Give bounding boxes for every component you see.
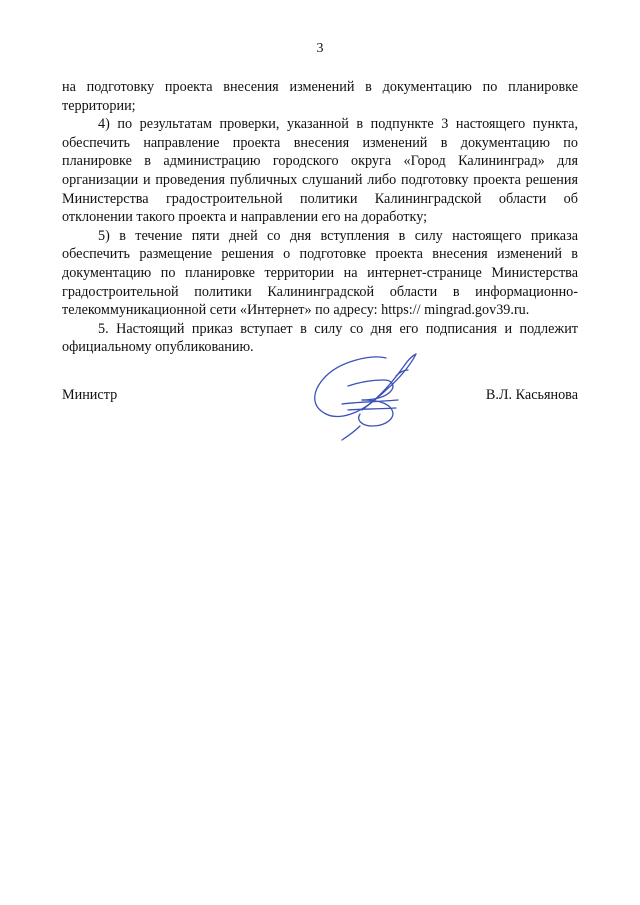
paragraph-point-5: 5. Настоящий приказ вступает в силу со дня его подписания и подлежит официальному опубликованию. [62, 320, 578, 356]
signer-name: В.Л. Касьянова [485, 387, 578, 403]
page-number: 3 [316, 41, 324, 56]
signer-title: Министр [62, 387, 118, 403]
handwritten-signature [300, 346, 430, 446]
signature-icon [300, 346, 430, 446]
document-body [62, 78, 578, 357]
paragraph-item-5: 5) в течение пяти дней со дня вступления в силу настоящего приказа обеспечить размещение решения о подготовке проекта внесения изменений в документацию по планировке территории на интернет-странице Министерства градостроительной политики Калининградской области в информационно-телекоммуникационной сети «Интернет» по адресу: https:// mingrad.gov39.ru. [62, 227, 578, 319]
paragraph-item-4: 4) по результатам проверки, указанной в подпункте 3 настоящего пункта, обеспечить направление проекта внесения изменений в документацию по планировке в администрацию городского округа «Город Калининград» для организации и проведения публичных слушаний либо подготовку проекта решения Министерства градостроительной политики Калининградской области об отклонении такого проекта и направлении его на доработку; [62, 116, 578, 226]
paragraph-continuation: на подготовку проекта внесения изменений в документацию по планировке территории; [62, 79, 578, 114]
